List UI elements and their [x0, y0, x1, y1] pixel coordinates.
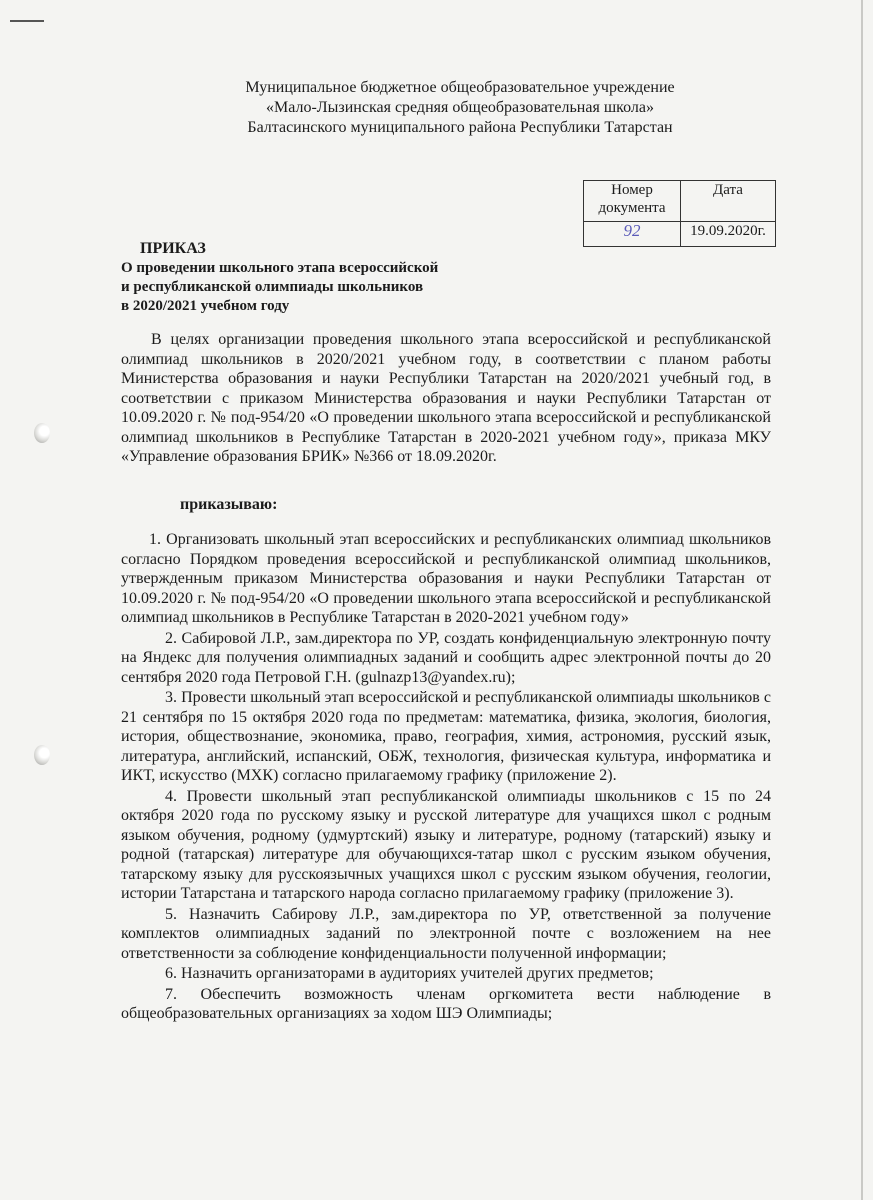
- header-line: Балтасинского муниципального района Республики Татарстан: [247, 119, 673, 136]
- order-item: 2. Сабировой Л.Р., зам.директора по УР, создать конфиденциальную электронную почту на Яндекс для получения олимпиадных заданий и сообщить адрес электронной почты до 20 сентября 2020 года Петровой Г.Н. (gulnazp13@yandex.ru);: [121, 629, 771, 686]
- document-number-table: [583, 180, 776, 247]
- intro-paragraph: [121, 330, 771, 467]
- punch-hole: [34, 423, 50, 443]
- subject-line: в 2020/2021 учебном году: [121, 298, 290, 314]
- order-item: 6. Назначить организаторами в аудиториях учителей других предметов;: [165, 965, 654, 982]
- order-item: 7. Обеспечить возможность членам оргкомитета вести наблюдение в общеобразовательных организациях за ходом ШЭ Олимпиады;: [121, 985, 771, 1022]
- order-item: 3. Провести школьный этап всероссийской и республиканской олимпиады школьников с 21 сентября по 15 октября 2020 года по предметам: математика, физика, экология, биология, история, обществознание, экономика, право, география, химия, астрономия, русский язык, литература, английский, испанский, ОБЖ, технология, физическая культура, информатика и ИКТ, искусство (МХК) согласно прилагаемому графику (приложение 2).: [121, 689, 771, 784]
- punch-hole: [34, 745, 50, 765]
- order-item: 1. Организовать школьный этап всероссийских и республиканских олимпиад школьников согласно Порядком проведения всероссийской и республиканской олимпиад школьников, утвержденным приказом Министерства образования и науки Республики Татарстан от 10.09.2020 г. № под-954/20 «О проведении школьного этапа всероссийской и республиканской олимпиад школьников в Республике Татарстан в 2020-2021 учебном году»: [121, 531, 771, 626]
- order-word: приказываю:: [180, 496, 278, 513]
- header-line: Муниципальное бюджетное общеобразовательное учреждение: [245, 79, 675, 96]
- doc-date-header: Дата: [681, 181, 776, 222]
- order-items: [121, 530, 771, 1025]
- order-item: 4. Провести школьный этап республиканской олимпиады школьников с 15 по 24 октября 2020 года по русскому языку и русской литературе для учащихся школ с родным языком обучения, родному (удмуртский) языку и литературе, родному (татарский) языку и родной (татарская) литературе для обучающихся-татар школ с русским языком обучения, татарскому языку для русскоязычных учащихся школ с русским языком обучения, геологии, истории Татарстана и татарского народа согласно прилагаемому графику (приложение 3).: [121, 787, 771, 902]
- order-subject: [121, 259, 481, 316]
- order-title: ПРИКАЗ: [140, 240, 206, 257]
- intro-text: В целях организации проведения школьного этапа всероссийской и республиканской олимпиад школьников в 2020/2021 учебном году, в соответствии с планом работы Министерства образования и науки Республики Татарстан на 2020/2021 учебный год, в соответствии с приказом Министерства образования и науки Республики Татарстан от 10.09.2020 г. № под-954/20 «О проведении школьного этапа всероссийской и республиканской олимпиад школьников в Республике Татарстан в 2020-2021 учебном году», приказа МКУ «Управление образования БРИК» №366 от 18.09.2020г.: [121, 331, 771, 465]
- corner-mark: [10, 20, 44, 22]
- header-line: «Мало-Лызинская средняя общеобразовательная школа»: [266, 99, 654, 116]
- subject-line: и республиканской олимпиады школьников: [121, 279, 424, 295]
- doc-number-value: 92: [584, 222, 681, 247]
- doc-date-value: 19.09.2020г.: [681, 222, 776, 247]
- page-edge: [861, 0, 863, 1200]
- subject-line: О проведении школьного этапа всероссийской: [121, 260, 439, 276]
- order-item: 5. Назначить Сабирову Л.Р., зам.директора по УР, ответственной за получение комплектов олимпиадных заданий по электронной почте с возложением на нее ответственности за соблюдение конфиденциальности полученной информации;: [121, 905, 771, 962]
- organization-header: [160, 78, 760, 138]
- doc-number-header: Номер документа: [584, 181, 681, 222]
